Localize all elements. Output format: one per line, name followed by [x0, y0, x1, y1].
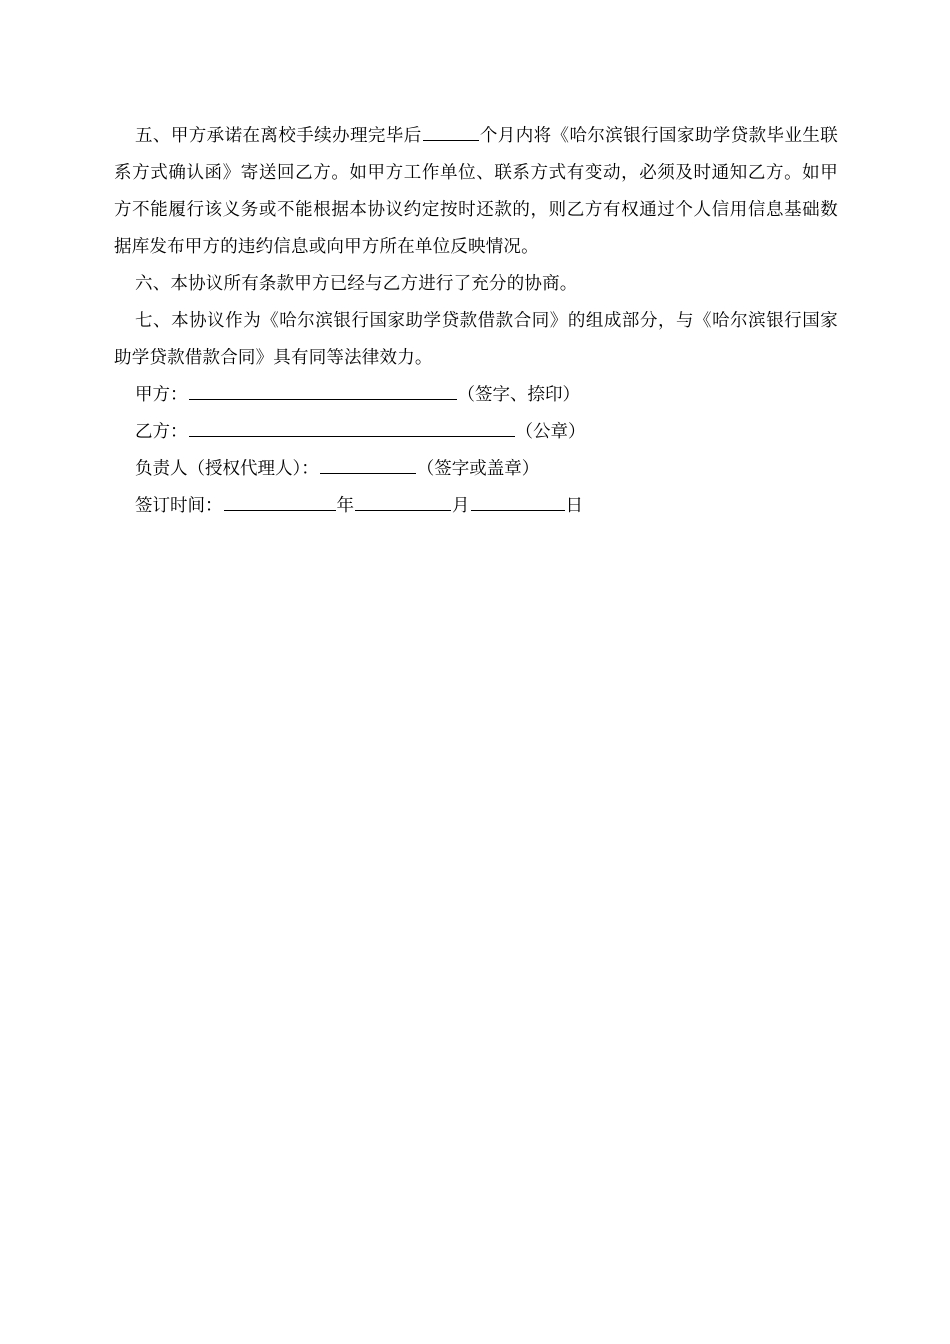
month-label: 月 [452, 496, 470, 516]
clause-five [114, 118, 838, 266]
month-blank [355, 509, 451, 511]
principal-signature-line [114, 451, 838, 488]
party-a-note: （签字、捺印） [457, 385, 580, 405]
principal-note: （签字或盖章） [416, 459, 540, 479]
principal-label: 负责人（授权代理人）： [135, 459, 319, 479]
party-a-blank [189, 398, 457, 400]
year-label: 年 [336, 496, 354, 516]
clause-five-part2: 个月内将《哈尔滨银行国家助学贷款毕业生联系方式确认函》寄送回乙方。如甲方工作单位、联系方式有变动，必须及时通知乙方。如甲方不能履行该义务或不能根据本协议约定按时还款的，则乙方有权通过个人信用信息基础数据库发布甲方的违约信息或向甲方所在单位反映情况。 [114, 126, 839, 257]
clause-seven: 七、本协议作为《哈尔滨银行国家助学贷款借款合同》的组成部分，与《哈尔滨银行国家助学贷款借款合同》具有同等法律效力。 [114, 311, 838, 368]
day-blank [471, 509, 565, 511]
party-b-blank [189, 435, 515, 437]
party-b-signature-line [114, 414, 838, 451]
clause-five-part1: 五、甲方承诺在离校手续办理完毕后 [135, 126, 422, 146]
party-b-label: 乙方： [135, 422, 188, 442]
signing-date-label: 签订时间： [135, 496, 223, 516]
signing-date-line [114, 488, 838, 525]
party-b-note: （公章） [515, 422, 586, 442]
principal-blank [320, 472, 416, 474]
day-label: 日 [565, 496, 583, 516]
party-a-signature-line [114, 377, 838, 414]
year-blank [224, 509, 336, 511]
months-blank [423, 139, 479, 141]
party-a-label: 甲方： [135, 385, 188, 405]
document-body [114, 118, 838, 525]
clause-six: 六、本协议所有条款甲方已经与乙方进行了充分的协商。 [135, 274, 578, 294]
